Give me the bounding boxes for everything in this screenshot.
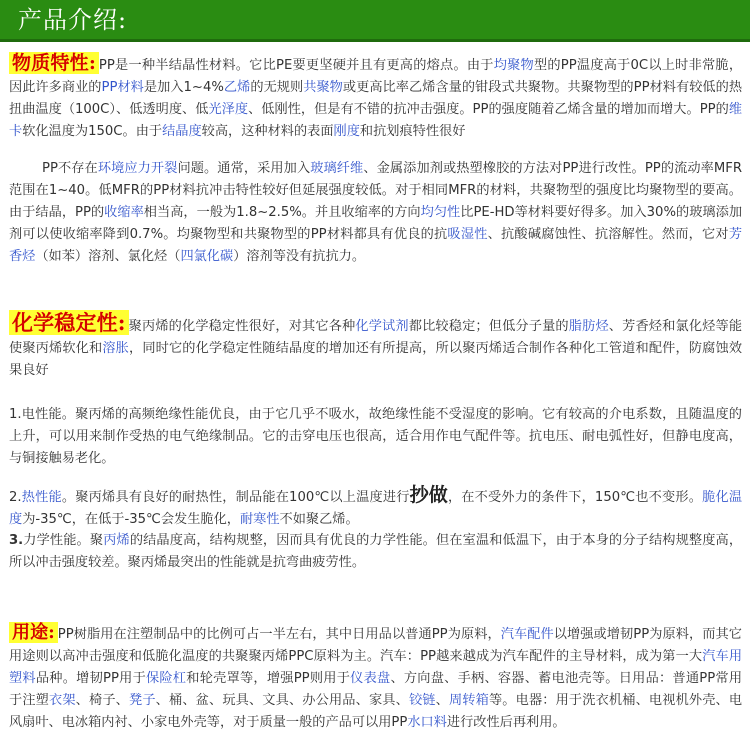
chemical-stability-paragraph: 化学稳定性: 聚丙烯的化学稳定性很好，对其它各种化学试剂都比较稳定；但低分子量的脂肪烃、芳香烃和氯化烃等能使聚丙烯软化和溶胀，同时它的化学稳定性随结晶度的增加还有所提高，所以聚丙烯适合制作各种化工管道和配件，防腐蚀效果良好 <box>9 310 743 378</box>
link-chemical-reagent[interactable]: 化学试剂 <box>355 319 409 334</box>
link-sprue-material[interactable]: 水口料 <box>407 715 447 730</box>
link-uniformity[interactable]: 均匀性 <box>420 205 461 220</box>
link-embrittlement-temperature[interactable]: 脆化温度 <box>9 490 743 527</box>
link-crystallinity[interactable]: 结晶度 <box>162 124 202 139</box>
link-aliphatic-hydrocarbon[interactable]: 脂肪烃 <box>568 319 609 334</box>
link-rigidity[interactable]: 刚度 <box>333 124 360 139</box>
link-copolymer[interactable]: 共聚物 <box>303 80 343 95</box>
chemical-stability-heading: 化学稳定性: <box>9 310 129 335</box>
link-bumper[interactable]: 保险杠 <box>146 671 187 686</box>
thermal-properties-paragraph: 2.热性能。聚丙烯具有良好的耐热性，制品能在100℃以上温度进行抄做，在不受外力的条件下，150℃也不变形。脆化温度为-35℃，在低于-35℃会发生脆化，耐寒性不如聚乙烯。 <box>9 484 743 527</box>
link-hinge[interactable]: 铰链 <box>408 693 436 708</box>
physical-properties-heading: 物质特性: <box>9 52 99 74</box>
link-shrinkage[interactable]: 收缩率 <box>104 205 144 220</box>
link-cold-resistance[interactable]: 耐寒性 <box>239 512 280 527</box>
uses-paragraph: 用途: PP树脂用在注塑制品中的比例可占一半左右，其中日用品以普通PP为原料，汽车配件以增强或增韧PP为原料，而其它用途则以高冲击强度和低脆化温度的共聚聚丙烯PPC原料为主。汽车：PP越来越成为汽车配件的主导材料，成为第一大汽车用塑料品种。增韧PP用于保险杠和轮壳罩等，增强PP则用于仪表盘、方向盘、手柄、容器、蓄电池壳等。日用品：普通PP常用于注塑衣架、椅子、凳子、桶、盆、玩具、文具、办公用品、家具、铰链、周转箱等。电器：用于洗衣机桶、电视机外壳、电风扇叶、电冰箱内衬、小家电外壳等，对于质量一般的产品可以用PP水口料进行改性后再利用。 <box>9 622 743 730</box>
page-title: 产品介绍: <box>18 6 128 34</box>
link-gloss[interactable]: 光泽度 <box>208 102 249 117</box>
link-stool[interactable]: 凳子 <box>129 693 156 708</box>
link-carbon-tetrachloride[interactable]: 四氯化碳 <box>180 249 234 264</box>
electrical-properties-paragraph: 1.电性能。聚丙烯的高频绝缘性能优良，由于它几乎不吸水，故绝缘性能不受湿度的影响。它有较高的介电系数，且随温度的上升，可以用来制作受热的电气绝缘制品。它的击穿电压也很高，适合用作电气配件等。抗电压、耐电弧性好，但静电度高，与铜接触易老化。 <box>9 407 742 466</box>
link-aromatic-hydrocarbon[interactable]: 芳香烃 <box>9 227 743 264</box>
link-auto-parts[interactable]: 汽车配件 <box>500 627 554 642</box>
link-hanger[interactable]: 衣架 <box>49 693 76 708</box>
link-vicat[interactable]: 维卡 <box>9 102 743 139</box>
link-glass-fiber[interactable]: 玻璃纤维 <box>310 161 364 176</box>
link-thermal-properties[interactable]: 热性能 <box>21 490 62 505</box>
physical-properties-paragraph: 物质特性: PP是一种半结晶性材料。它比PE要更坚硬并且有更高的熔点。由于均聚物型的PP温度高于0C以上时非常脆，因此许多商业的PP材料是加入1~4%乙烯的无规则共聚物或更高比率乙烯含量的钳段式共聚物。共聚物型的PP材料有较低的热扭曲温度（100C）、低透明度、低光泽度、低刚性，但是有不错的抗冲击强度。PP的强度随着乙烯含量的增加而增大。PP的维卡软化温度为150C。由于结晶度较高，这种材料的表面刚度和抗划痕特性很好 <box>9 52 743 139</box>
link-pp-material[interactable]: PP材料 <box>101 80 144 95</box>
section-header-bar <box>0 0 750 42</box>
mechanical-properties-paragraph: 3.力学性能。聚丙烯的结晶度高，结构规整，因而具有优良的力学性能。但在室温和低温下，由于本身的分子结构规整度高，所以冲击强度较差。聚丙烯最突出的性能就是抗弯曲疲劳性。 <box>9 533 743 570</box>
link-stress-cracking[interactable]: 环境应力开裂 <box>97 161 178 176</box>
link-homopolymer[interactable]: 均聚物 <box>493 58 534 73</box>
link-moisture-absorption[interactable]: 吸湿性 <box>447 227 488 242</box>
link-swelling[interactable]: 溶胀 <box>102 341 129 356</box>
link-turnover-box[interactable]: 周转箱 <box>448 693 489 708</box>
large-text: 抄做 <box>409 484 448 506</box>
link-ethylene[interactable]: 乙烯 <box>223 80 251 95</box>
modification-paragraph: PP不存在环境应力开裂问题。通常，采用加入玻璃纤维、金属添加剂或热塑橡胶的方法对PP进行改性。PP的流动率MFR范围在1~40。低MFR的PP材料抗冲击特性较好但延展强度较低。对于相同MFR的材料，共聚物型的强度比均聚物型的要高。由于结晶，PP的收缩率相当高，一般为1.8~2.5%。并且收缩率的方向均匀性比PE-HD等材料要好得多。加入30%的玻璃添加剂可以使收缩率降到0.7%。均聚物型和共聚物型的PP材料都具有优良的抗吸湿性、抗酸碱腐蚀性、抗溶解性。然而，它对芳香烃（如苯）溶剂、氯化烃（四氯化碳）溶剂等没有抗抗力。 <box>9 161 743 264</box>
uses-heading: 用途: <box>9 622 58 643</box>
link-dashboard[interactable]: 仪表盘 <box>350 671 391 686</box>
link-automotive-plastic[interactable]: 汽车用塑料 <box>9 649 743 686</box>
link-propylene[interactable]: 丙烯 <box>103 533 130 548</box>
